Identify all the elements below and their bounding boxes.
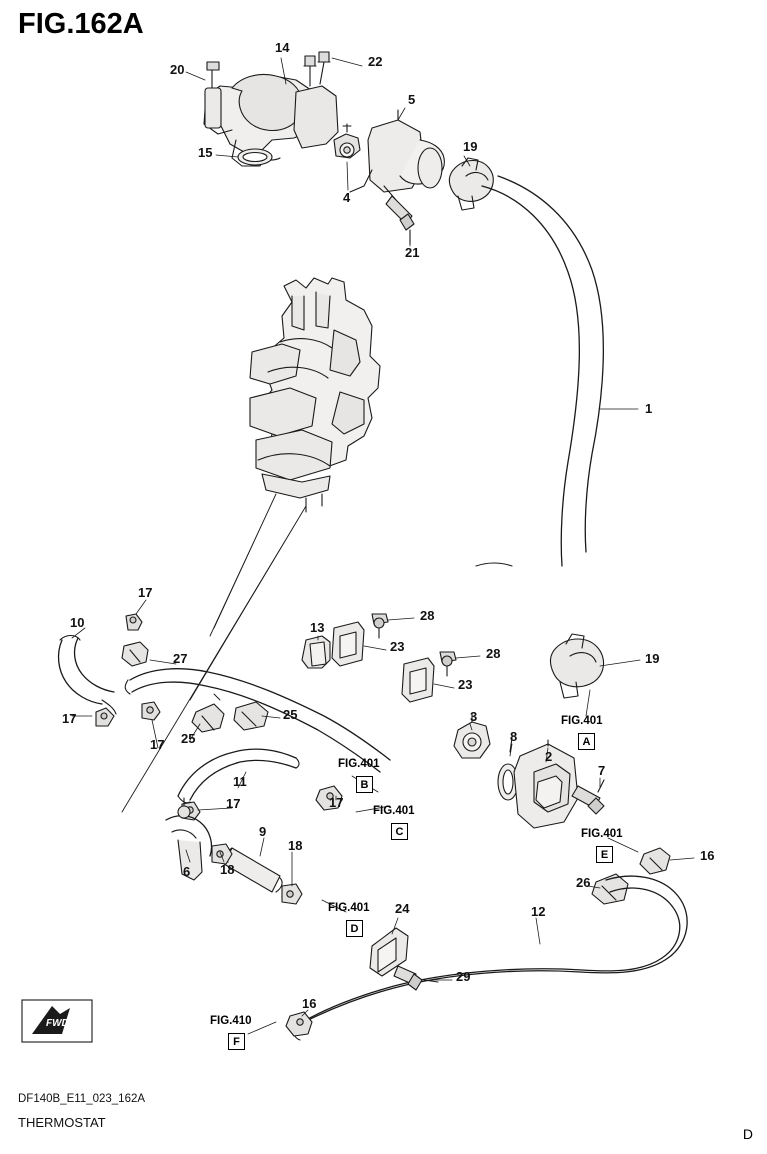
part-number-17-d: 17	[329, 795, 344, 810]
part-number-20: 20	[170, 62, 185, 77]
part-number-24: 24	[395, 901, 410, 916]
part-number-7: 7	[598, 763, 606, 778]
figure-ref-c-label[interactable]: FIG.401	[373, 805, 415, 817]
fwd-marker	[22, 1000, 92, 1042]
part-number-8: 8	[510, 729, 518, 744]
figure-ref-d-box: D	[346, 920, 363, 937]
figure-ref-c-box: C	[391, 823, 408, 840]
figure-ref-f-label[interactable]: FIG.410	[210, 1015, 252, 1027]
page-mark: D	[742, 1126, 753, 1142]
figure-ref-f-box: F	[228, 1033, 245, 1050]
part-number-28-b: 28	[486, 646, 501, 661]
part-number-27: 27	[173, 651, 188, 666]
part-number-6: 6	[183, 864, 191, 879]
drawing-name: THERMOSTAT	[18, 1115, 106, 1130]
part-number-13: 13	[310, 620, 325, 635]
part-number-16-b: 16	[302, 996, 317, 1011]
figure-ref-e-label[interactable]: FIG.401	[581, 828, 623, 840]
part-number-5: 5	[408, 92, 416, 107]
part-number-23-b: 23	[458, 677, 473, 692]
part-number-10: 10	[70, 615, 85, 630]
part-number-17-a: 17	[138, 585, 153, 600]
part-number-9: 9	[259, 824, 267, 839]
part-number-15: 15	[198, 145, 213, 160]
part-number-3: 3	[470, 709, 478, 724]
part-number-14: 14	[275, 40, 290, 55]
page-title: FIG.162A	[18, 8, 144, 40]
part-number-23-a: 23	[390, 639, 405, 654]
figure-ref-b-box: B	[356, 776, 373, 793]
part-number-29: 29	[456, 969, 471, 984]
figure-ref-a-label[interactable]: FIG.401	[561, 715, 603, 727]
part-number-21: 21	[405, 245, 420, 260]
part-number-17-b: 17	[62, 711, 77, 726]
drawing-code: DF140B_E11_023_162A	[18, 1093, 146, 1105]
part-number-4: 4	[343, 190, 351, 205]
part-number-28-a: 28	[420, 608, 435, 623]
part-number-25-b: 25	[181, 731, 196, 746]
part-number-22: 22	[368, 54, 383, 69]
part-number-1: 1	[645, 401, 653, 416]
figure-ref-a-box: A	[578, 733, 595, 750]
part-number-25-a: 25	[283, 707, 298, 722]
part-number-17-c: 17	[150, 737, 165, 752]
part-number-12: 12	[531, 904, 546, 919]
part-number-26: 26	[576, 875, 591, 890]
svg-text:FWD: FWD	[46, 1018, 69, 1029]
figure-ref-b-label[interactable]: FIG.401	[338, 758, 380, 770]
part-number-16-a: 16	[700, 848, 715, 863]
figure-ref-d-label[interactable]: FIG.401	[328, 902, 370, 914]
figure-ref-e-box: E	[596, 846, 613, 863]
part-number-2: 2	[545, 749, 553, 764]
part-number-19-top: 19	[463, 139, 478, 154]
part-number-17-e: 17	[226, 796, 241, 811]
part-number-18-b: 18	[220, 862, 235, 877]
part-number-19-bottom: 19	[645, 651, 660, 666]
part-number-11: 11	[233, 774, 247, 789]
part-number-18-a: 18	[288, 838, 303, 853]
